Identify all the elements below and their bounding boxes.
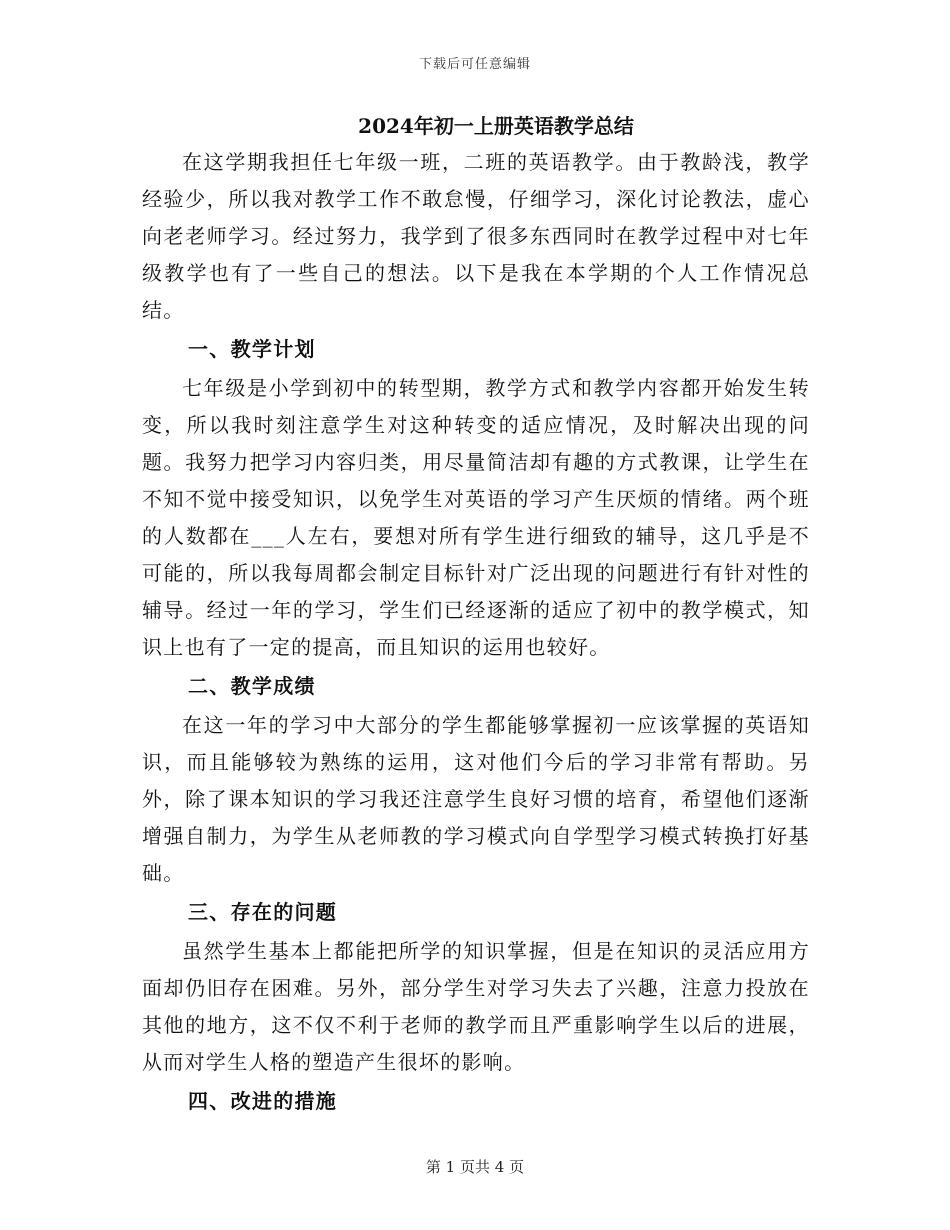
section-heading-problems: 三、存在的问题 [188,900,338,924]
intro-paragraph: 在这学期我担任七年级一班，二班的英语教学。由于教龄浅，教学经验少，所以我对教学工作不敢怠慢，仔细学习，深化讨论教法，虚心向老老师学习。经过努力，我学到了很多东西同时在教学过程中对七年级教学也有了一些自己的想法。以下是我在本学期的个人工作情况总结。 [142,150,810,322]
section-body-plan: 七年级是小学到初中的转型期，教学方式和教学内容都开始发生转变，所以我时刻注意学生对这种转变的适应情况，及时解决出现的问题。我努力把学习内容归类，用尽量简洁却有趣的方式教课，让学生在不知不觉中接受知识，以免学生对英语的学习产生厌烦的情绪。两个班的人数都在___人左右，要想对所有学生进行细致的辅导，这几乎是不可能的，所以我每周都会制定目标针对广泛出现的问题进行有针对性的辅导。经过一年的学习，学生们已经逐渐的适应了初中的教学模式，知识上也有了一定的提高，而且知识的运用也较好。 [142,376,810,659]
section-body-results: 在这一年的学习中大部分的学生都能够掌握初一应该掌握的英语知识，而且能够较为熟练的运用，这对他们今后的学习非常有帮助。另外，除了课本知识的学习我还注意学生良好习惯的培育，希望他们逐渐增强自制力，为学生从老师教的学习模式向自学型学习模式转换打好基础。 [142,713,810,885]
section-heading-results: 二、教学成绩 [188,674,316,698]
section-body-problems: 虽然学生基本上都能把所学的知识掌握，但是在知识的灵活应用方面却仍旧存在困难。另外，部分学生对学习失去了兴趣，注意力投放在其他的地方，这不仅不利于老师的教学而且严重影响学生以后的进展，从而对学生人格的塑造产生很坏的影响。 [142,939,810,1074]
document-body [142,110,810,1122]
page-number: 第 1 页共 4 页 [425,1158,525,1176]
section-heading-improvements: 四、改进的措施 [188,1089,338,1113]
header-note: 下载后可任意编辑 [418,57,531,72]
document-title: 2024年初一上册英语教学总结 [358,114,634,138]
section-heading-plan: 一、教学计划 [188,337,316,361]
